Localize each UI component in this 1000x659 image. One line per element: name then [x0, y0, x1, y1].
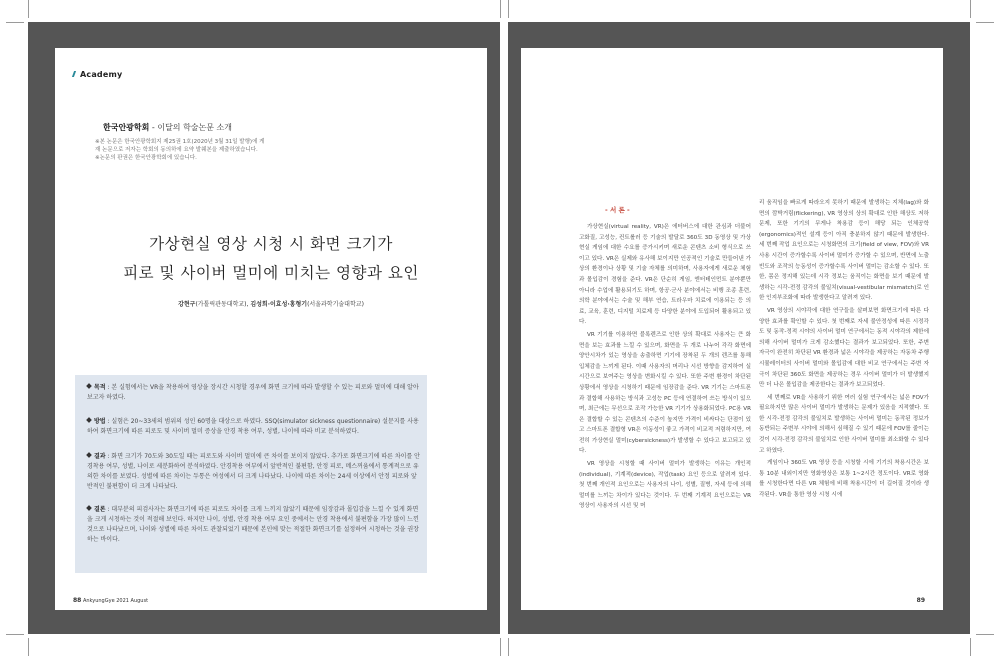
body-paragraph: 가상현실(virtual reality, VR)은 에터버스에 대한 관심과 더불어 고화질, 고성능, 컨트롤러 등 기술의 발달로 360도 3D 동영상 및 가상현실 게임에 대한 수요를 증가시키며 새로운 콘텐츠 소비 형식으로 쓰이고 있다. VR은 실제와 유사해 보이지만 인공적인 기술로 만들어낸 가상의 환경이나 상황 및 기술 자체를 의미하며, 사용자에게 새로운 체험과 몰입감이 경험을 준다. VR은 단순히 게임, 엔터테인먼트 분야뿐만 아니라 수업에 활용되기도 하며, 항공·군사 분야에서는 비행 조종 훈련, 의학 분야에서는 수술 및 해부 연습, 트라우마 치료에 이용되는 등 의료, 교육, 훈련, 디지털 치료제 등 다양한 분야에 도입되어 활용되고 있다. [579, 224, 751, 326]
left-page [55, 48, 487, 610]
crop-mark [970, 0, 971, 18]
journal-heading [103, 122, 232, 133]
crop-mark [6, 634, 24, 635]
article-title-line2: 피로 및 사이버 멀미에 미치는 영향과 요인 [123, 264, 419, 282]
note-line: ※본 논문은 한국안광학회지 제25권 1호(2020년 3월 31일 발행)에 게재 논문으로 저자는 학회의 동의하에 요약 발췌본을 제출하였습니다. [95, 139, 265, 153]
section-tag: Academy [73, 70, 122, 79]
body-paragraph: VR 기기를 이용하면 블록렌즈로 인한 상의 확대로 사용자는 큰 화면을 보는 효과를 느낄 수 있으며, 화면을 두 개로 나누어 각각 화면에 양안시차가 있는 영상을 송출하면 기기에 장착된 두 개의 렌즈를 통해 입체감을 느끼게 된다. 이때 사용자의 머리나 시선 방향을 감지하여 실시간으로 보여주는 영상을 변화시킬 수 있다. 또한 주변 환경이 차단된 상황에서 영상을 시청하기 때문에 임장감을 준다. VR 기기는 스마트폰과 결합해 사용하는 방식과 고성능 PC 등에 연결하여 쓰는 방식이 있으며, 최근에는 무선으로 조작 가능한 VR 기기가 상용화되었다. PC용 VR은 결합할 수 있는 콘텐츠의 수준이 높지만 가격이 비싸다는 단점이 있고 스마트폰 결합형 VR은 이동성이 좋고 가격이 비교적 저렴하지만, 여전히 가상현실 멀미(cybersickness)가 발생할 수 있다고 보고되고 있다. [579, 331, 751, 455]
abstract-method: 방법 : 실험은 20~33세의 범위의 성인 60명을 대상으로 하였다. SSQ(simulator sickness questionnaire) 설문지를 사용하여 화면크기에 따른 피로도 및 사이버 멀미 증상을 안경 착용 여부, 성별, 나이에 따라 비교 분석하였다. [87, 418, 419, 435]
crop-mark [500, 638, 501, 656]
body-paragraph: 리 움직임을 빠르게 따라오지 못하기 때문에 발생하는 지체(lag)와 화면의 깜박거림(flickering), VR 영상의 상의 확대로 인한 해상도 저하 문제, 또한 기기의 무게나 착용감 등이 해당 되는 인체공학(ergonomics)적인 설계 등이 아직 충분하지 않기 때문에 발생한다. 세 번째 작업 요인으로는 시청화면의 크기(field of view, FOV)와 VR 사용 시간이 증가할수록 사이버 멀미가 증가할 수 있으며, 반면에 노출 빈도와 조작의 능동성이 증가할수록 사이버 멀미는 감소할 수 있다. 또한, 몸은 정지해 있는데 시각 정보는 움직이는 화면을 보기 때문에 발생하는 시각-전정 감각의 불일치(visual-vestibular mismatch)로 인한 인지부조화에 따라 발생한다고 알려져 있다. [759, 200, 929, 302]
introduction-heading: - 서 론 - [605, 206, 630, 214]
footer-text: AnkyungGye 2021 August [82, 598, 149, 604]
crop-mark [28, 638, 29, 656]
diamond-bullet-icon [86, 417, 92, 423]
right-page [521, 48, 943, 610]
publication-notes [95, 138, 265, 162]
text-column-2 [759, 198, 929, 503]
diamond-bullet-icon [86, 383, 92, 389]
journal-subtitle: - 이달의 학술논문 소개 [149, 123, 232, 132]
left-footer [73, 597, 148, 604]
crop-mark [500, 0, 501, 18]
body-paragraph: 게임이나 360도 VR 영상 등을 시청할 시에 기기의 착용시간은 보통 10분 내외이지만 영화영상은 보통 1~2시간 정도이다. VR로 영화를 시청한다면 다른 VR 체험에 비해 착용시간이 더 길어질 것이라 생각된다. VR을 통한 영상 시청 시에 [759, 460, 929, 499]
crop-mark [6, 22, 24, 23]
abstract-purpose: 목적 : 본 실험에서는 VR을 착용하여 영상을 장시간 시청할 경우에 화면 크기에 따라 발생할 수 있는 피로와 멀미에 대해 알아보고자 하였다. [87, 384, 419, 401]
text-column-1 [579, 222, 751, 514]
crop-mark [28, 0, 29, 18]
body-paragraph: VR 영상의 시야각에 대한 연구들을 살펴보면 화면크기에 따른 다양한 효과를 확인할 수 있다. 첫 번째로 자세 불안정성에 따른 시정각도 및 동작-정적 시야의 사이버 멀미 연구에서는 동적 시야각의 제한에 의해 사이버 멀미가 크게 감소했다는 결과가 보고되었다. 또한, 주변 자극이 완전히 차단된 VR 환경과 넓은 시야각을 제공하는 자동차 주행 시뮬레이터의 사이버 멀미와 몰입감에 대한 비교 연구에서는 주변 자극이 차단된 360도 화면을 제공하는 경우 사이버 멀미가 더 발생했지만 더 나은 몰입감을 제공한다는 결과가 보고되었다. [759, 307, 929, 389]
crop-mark [508, 0, 509, 18]
body-paragraph: VR 영상을 시청할 때 사이버 멀미가 발생하는 이유는 개인적(individual), 기계적(device), 작업(task) 요인 등으로 알려져 있다. 첫 번째 개인적 요인으로는 사용자의 나이, 성별, 질병, 자세 등에 의해 멀미를 느끼는 차이가 있다는 것이다. 두 번째 기계적 요인으로는 VR 영상이 사용자의 시선 및 머 [579, 461, 751, 510]
diamond-bullet-icon [86, 452, 92, 458]
author-line: 강현구(가톨릭관동대학교), 김성희·이효성·홍형기(서울과학기술대학교) [178, 301, 364, 308]
abstract-conclusion: 결론 : 대부분의 피검사자는 화면크기에 따른 피로도 차이를 크게 느끼지 않았기 때문에 임장감과 몰입감을 느낄 수 있게 화면을 크게 시청하는 것이 적절해 보인다. 하지만 나이, 성별, 안경 착용 여부 요인 중에서는 안경 착용에서 불편함을 가장 많이 느낀 것으로 나타났으며, 나이와 성별에 따른 차이도 관찰되었기 때문에 본인에 맞는 적절한 화면크기를 설정하여 시청하는 것을 권장하는 바이다. [87, 506, 419, 543]
diamond-bullet-icon [86, 505, 92, 511]
abstract-result: 결과 : 화면 크기가 70도와 30도일 때는 피로도와 사이버 멀미에 큰 차이를 보이지 않았다. 추가로 화면크기에 따른 차이를 안경착용 여부, 성별, 나이로 세분화하여 분석하였다. 안경착용 여부에서 앞반적인 불편함, 안정 피로, 메스꺼움에서 통계적으로 유의한 차이를 보였다. 성별에 따른 차이는 두통은 여성에서 더 크게 나타났다. 나이에 따른 차이는 24세 이상에서 안정 피로와 앞반적인 불편함이 더 크게 나타났다. [87, 453, 420, 490]
page-number: 89 [916, 597, 925, 604]
crop-mark [976, 634, 994, 635]
note-line: ※논문의 판권은 한국안광학회에 있습니다. [95, 155, 197, 161]
crop-mark [976, 22, 994, 23]
page-number: 88 [73, 597, 82, 604]
journal-name: 한국안광학회 [103, 123, 150, 132]
crop-mark [508, 638, 509, 656]
abstract-box [75, 375, 427, 573]
crop-mark [970, 638, 971, 656]
article-title-line1: 가상현실 영상 시청 시 화면 크기가 [149, 235, 393, 253]
body-paragraph: 세 번째로 VR을 사용하기 위한 여러 실험 연구에서는 넓은 FOV가 필요하지만 많은 사이버 멀미가 발생하는 문제가 있음을 지적했다. 또한 시각-전정 감각의 불일치로 발생하는 사이버 멀미는 동작된 정보가 동반되는 주변부 시야에 의해서 심해질 수 있기 때문에 FOV를 줄이는 것이 시각-전정 감각의 불일치로 인한 사이버 멀미를 최소화할 수 있다고 하였다. [759, 394, 929, 454]
